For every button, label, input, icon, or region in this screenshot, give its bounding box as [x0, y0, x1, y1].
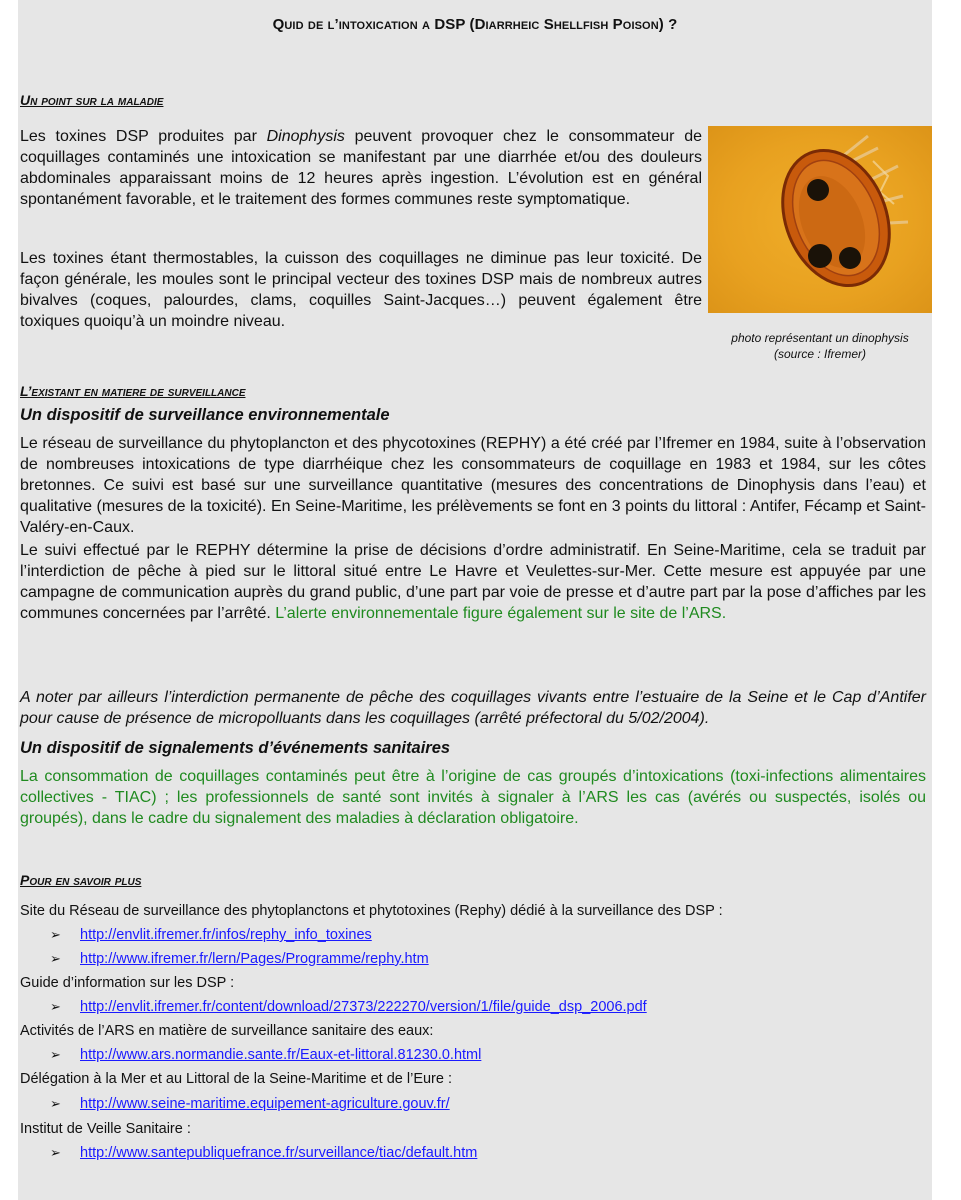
ars-activities-intro: Activités de l’ARS en matière de surveillance sanitaire des eaux: — [20, 1023, 434, 1039]
arrow-bullet-icon: ➢ — [50, 999, 61, 1014]
interdiction-note: A noter par ailleurs l’interdiction permanente de pêche des coquillages vivants entre l’estuaire de la Seine et le Cap d’Antifer pour cause de présence de micropolluants dans les coquillages (arrêté préfectoral du 5/02/2004). — [20, 689, 926, 727]
arrow-bullet-icon: ➢ — [50, 927, 61, 942]
dinophysis-photo — [708, 126, 932, 313]
photo-caption-line-2: (source : Ifremer) — [773, 347, 866, 361]
link-ars-eaux-littoral[interactable]: http://www.ars.normandie.sante.fr/Eaux-et-littoral.81230.0.html — [80, 1047, 482, 1063]
link-ifremer-rephy[interactable]: http://www.ifremer.fr/lern/Pages/Programme/rephy.htm — [80, 951, 429, 967]
arrow-bullet-icon: ➢ — [50, 1047, 61, 1062]
link-santepubliquefrance-tiac[interactable]: http://www.santepubliquefrance.fr/surveillance/tiac/default.htm — [80, 1145, 478, 1161]
delegation-mer-intro: Délégation à la Mer et au Littoral de la Seine-Maritime et de l’Eure : — [20, 1071, 452, 1087]
section-heading-en-savoir-plus: Pour en savoir plus — [20, 872, 142, 888]
dinophysis-term: Dinophysis — [266, 128, 345, 145]
guide-dsp-intro: Guide d’information sur les DSP : — [20, 975, 235, 991]
subheading-signalements: Un dispositif de signalements d’événements sanitaires — [20, 739, 451, 757]
arrow-bullet-icon: ➢ — [50, 1145, 61, 1160]
link-rephy-info-toxines[interactable]: http://envlit.ifremer.fr/infos/rephy_info_toxines — [80, 927, 372, 943]
link-row-2 — [50, 951, 429, 967]
signalement-paragraph: La consommation de coquillages contaminés peut être à l’origine de cas groupés d’intoxications (toxi-infections alimentaires collectives - TIAC) ; les professionnels de santé sont invités à signaler à l’ARS les cas (avérés ou suspectés, isolés ou groupés), dans le cadre du signalement des maladies à déclaration obligatoire. — [20, 768, 926, 827]
link-row-1 — [50, 927, 372, 943]
link-row-3 — [50, 999, 647, 1015]
link-row-6 — [50, 1145, 477, 1161]
photo-caption — [708, 330, 932, 362]
maladie-text-end: peuvent provoquer chez le consommateur de coquillages contaminés une intoxication se manifestant par une diarrhée et/ou des douleurs abdominales apparaissant moins de 12 heures après ingestion. L’évolution est en général spontanément favorable, et le traitement des formes communes reste symptomatique. — [20, 128, 702, 208]
invs-intro: Institut de Veille Sanitaire : — [20, 1121, 191, 1137]
arrow-bullet-icon: ➢ — [50, 951, 61, 966]
dinophysis-illustration — [708, 126, 932, 313]
rephy-decisions-paragraph — [20, 540, 926, 624]
link-seine-maritime-equipement[interactable]: http://www.seine-maritime.equipement-agriculture.gouv.fr/ — [80, 1096, 450, 1112]
document-page — [18, 0, 932, 1200]
maladie-paragraph-1 — [20, 126, 702, 210]
rephy-decisions-text: Le suivi effectué par le REPHY détermine la prise de décisions d’ordre administratif. En Seine-Maritime, cela se traduit par l’interdiction de pêche à pied sur le littoral situé entre Le Havre et Veulettes-sur-Mer. Cette mesure est appuyée par une campagne de communication auprès du grand public, d’une part par voie de presse et d’autre part par la pose d’affiches par les communes concernées par l’arrêté. — [20, 542, 926, 622]
subheading-surveillance-environnementale: Un dispositif de surveillance environnementale — [20, 406, 390, 424]
maladie-text-start: Les toxines DSP produites par — [20, 128, 267, 145]
link-guide-dsp-pdf[interactable]: http://envlit.ifremer.fr/content/download/27373/222270/version/1/file/guide_dsp_2006.pdf — [80, 999, 647, 1015]
maladie-paragraph-2: Les toxines étant thermostables, la cuisson des coquillages ne diminue pas leur toxicité. De façon générale, les moules sont le principal vecteur des toxines DSP mais de nombreux autres bivalves (coques, palourdes, clams, coquilles Saint-Jacques…) peuvent également être toxiques quoiqu’à un moindre niveau. — [20, 250, 702, 330]
link-row-4 — [50, 1047, 481, 1063]
rephy-site-intro: Site du Réseau de surveillance des phytoplanctons et phytotoxines (Rephy) dédié à la surveillance des DSP : — [20, 903, 723, 919]
photo-caption-line-1: photo représentant un dinophysis — [731, 331, 909, 345]
section-heading-surveillance: L’existant en matiere de surveillance — [20, 383, 246, 399]
section-heading-maladie: Un point sur la maladie — [20, 92, 164, 108]
ars-alert-text: L’alerte environnementale figure également sur le site de l’ARS. — [275, 605, 727, 622]
arrow-bullet-icon: ➢ — [50, 1096, 61, 1111]
page-title: Quid de l’intoxication a DSP (Diarrheic Shellfish Poison) ? — [272, 16, 678, 33]
link-row-5 — [50, 1096, 450, 1112]
rephy-paragraph: Le réseau de surveillance du phytoplancton et des phycotoxines (REPHY) a été créé par l’Ifremer en 1984, suite à l’observation de nombreuses intoxications de type diarrhéique chez les consommateurs de coquillage en 1983 et 1984, sur les côtes bretonnes. Ce suivi est basé sur une surveillance quantitative (mesures des concentrations de Dinophysis dans l’eau) et qualitative (mesures de la toxicité). En Seine-Maritime, les prélèvements se font en 3 points du littoral : Antifer, Fécamp et Saint-Valéry-en-Caux. — [20, 435, 926, 536]
